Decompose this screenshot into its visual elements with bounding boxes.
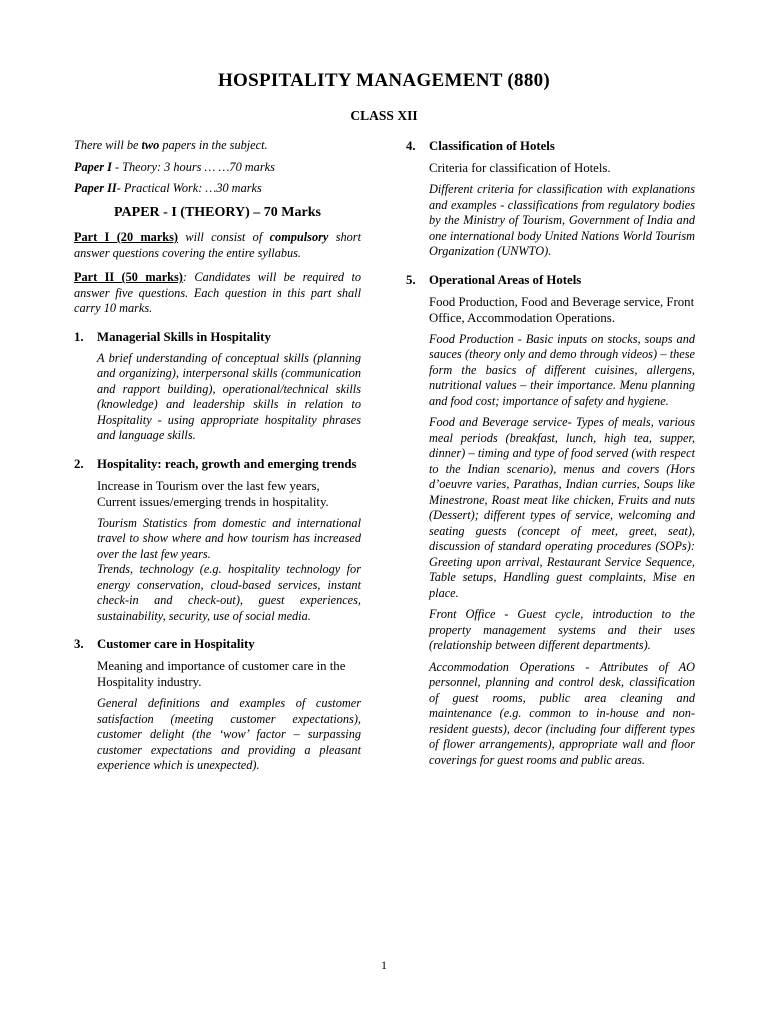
paper1-line: Paper I - Theory: 3 hours … …70 marks (74, 159, 275, 174)
section-5-detail-accommodation: Accommodation Operations - Attributes of AO personnel, planning and control desk, classification of guest rooms, public area cleaning and maintenance (e.g. common to in-house and non-resident guests), decor (including four different types of flower arrangements), appropriate wall and floor coverings for guest rooms and public areas. (429, 659, 695, 767)
section-5-heading: 5. Operational Areas of Hotels (406, 272, 582, 287)
section-2-detail-2: Trends, technology (e.g. hospitality technology for energy conservation, cloud-based services, instant check-in and check-out), guest experiences, sustainability, security, use of social media. (97, 562, 361, 623)
page-number: 1 (381, 958, 387, 972)
page-subtitle: CLASS XII (350, 108, 418, 123)
section-1-detail: A brief understanding of conceptual skills (planning and organizing), interpersonal skills (communication and rapport building), operational/technical skills (knowledge) and leadership skills in relation to Hospitality - using appropriate hospitality phrases and language skills. (97, 350, 361, 442)
section-4-detail: Different criteria for classification with explanations and examples - classifications from regulatory bodies by the Ministry of Tourism, Government of India and one international body United Nations World Tourism Organization (UNWTO). (429, 182, 695, 258)
section-3-detail: General definitions and examples of customer satisfaction (meeting customer expectations), customer delight (the ‘wow’ factor – surpassing customer expectations and providing a pleasant experience which is unexpected). (97, 696, 361, 772)
section-2-summary: Increase in Tourism over the last few years, Current issues/emerging trends in hospitality. (97, 478, 329, 509)
section-5-detail-front-office: Front Office - Guest cycle, introduction to the property management systems and their uses (relationship between different departments). (429, 607, 695, 652)
section-4-summary: Criteria for classification of Hotels. (429, 161, 611, 175)
section-3-summary: Meaning and importance of customer care in the Hospitality industry. (97, 659, 346, 689)
section-4-heading: 4. Classification of Hotels (406, 139, 555, 153)
part2-description: Part II (50 marks): Candidates will be required to answer five questions. Each question in this part shall carry 10 marks. (74, 270, 362, 315)
section-5-summary: Food Production, Food and Beverage service, Front Office, Accommodation Operations. (429, 294, 695, 325)
paper2-line: Paper II- Practical Work: …30 marks (74, 181, 262, 195)
section-5-detail-food-production: Food Production - Basic inputs on stocks, soups and sauces (theory only and demo through videos) – these form the basics of different cuisines, allergens, nutritional values – their importance. Menu planning and food cost; importance of safety and hygiene. (429, 331, 695, 408)
part2-label: Part II (50 marks) (74, 270, 183, 284)
right-column (406, 138, 695, 768)
section-2-heading: 2. Hospitality: reach, growth and emerging trends (74, 456, 357, 471)
emphasis-two: two (141, 138, 160, 152)
section-1-heading: 1. Managerial Skills in Hospitality (74, 329, 271, 344)
paper-heading: PAPER - I (THEORY) – 70 Marks (114, 204, 321, 220)
intro-line: There will be two papers in the subject. (74, 138, 268, 152)
part1-label: Part I (20 marks) (74, 230, 179, 244)
section-3-heading: 3. Customer care in Hospitality (74, 637, 255, 651)
section-5-detail-fnb-service: Food and Beverage service- Types of meals, various meal periods (breakfast, lunch, high tea, supper, dinner) – timing and type of food served (with respect to the Indian scenario), menus and covers (Hors d’oeuvre varies, Parathas, Indian curries, Soups like Minestrone, Roast meat like chicken, Fruits and nuts (Dessert); different types of service, welcoming and seating guests (concept of meet, greet, seat), discussion of standard operating procedures (SOPs): Greeting upon arrival, Restaurant Service Sequence, Table setups, Handling guest complaints, Mise en place. (429, 415, 695, 600)
section-2-detail-1: Tourism Statistics from domestic and international travel to show where and how tourism has increased over the last few years. (97, 515, 361, 561)
part1-description: Part I (20 marks) will consist of compulsory short answer questions covering the entire syllabus. (74, 230, 361, 260)
page-title: HOSPITALITY MANAGEMENT (880) (217, 70, 551, 91)
left-column (74, 138, 361, 774)
